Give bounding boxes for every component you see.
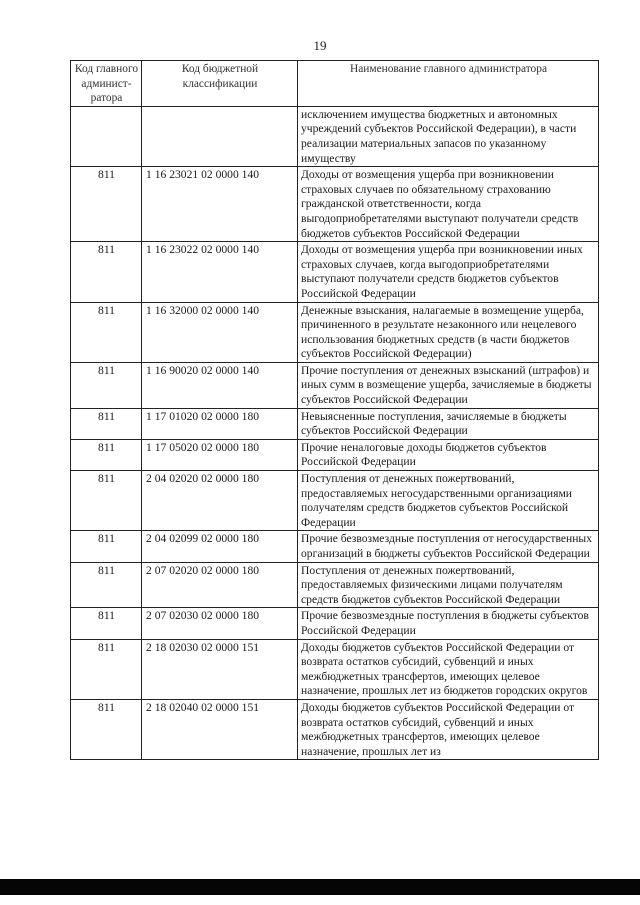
admin-name-cell: Поступления от денежных пожертвований, предоставляемых негосударственными организациями получателям средств бюджетов субъектов Российской Федерации [298,471,599,531]
budget-classification-table [70,60,599,760]
admin-name-cell: Прочие безвозмездные поступления в бюджеты субъектов Российской Федерации [298,608,599,639]
admin-name-cell: Доходы от возмещения ущерба при возникновении страховых случаев по обязательному страхованию гражданской ответственности, когда выгодоприобретателями выступают получатели средств бюджетов субъектов Российской Федерации [298,167,599,242]
admin-name-cell: исключением имущества бюджетных и автономных учреждений субъектов Российской Федерации), в части реализации материальных запасов по указанному имуществу [298,106,599,166]
admin-code-cell: 811 [71,408,142,439]
table-body [71,106,599,760]
table-row [71,608,599,639]
admin-name-cell: Невыясненные поступления, зачисляемые в бюджеты субъектов Российской Федерации [298,408,599,439]
budget-code-cell: 2 18 02030 02 0000 151 [142,639,298,699]
admin-name-cell: Доходы бюджетов субъектов Российской Федерации от возврата остатков субсидий, субвенций и иных межбюджетных трансфертов, имеющих целевое назначение, прошлых лет из бюджетов городских округов [298,639,599,699]
budget-code-cell: 2 18 02040 02 0000 151 [142,699,298,759]
header-admin-name: Наименование главного администратора [298,61,599,107]
table-header-row [71,61,599,107]
admin-name-cell: Доходы от возмещения ущерба при возникновении иных страховых случаев, когда выгодоприобретателями выступают получатели средств бюджетов субъектов Российской Федерации [298,242,599,302]
table-row [71,362,599,408]
admin-code-cell [71,106,142,166]
table-row [71,639,599,699]
table-row [71,408,599,439]
budget-code-cell: 1 16 23022 02 0000 140 [142,242,298,302]
header-admin-code: Код главного админист-ратора [71,61,142,107]
table-row [71,439,599,470]
admin-name-cell: Поступления от денежных пожертвований, предоставляемых физическими лицами получателям средств бюджетов субъектов Российской Федерации [298,562,599,608]
admin-code-cell: 811 [71,639,142,699]
budget-code-cell: 1 17 05020 02 0000 180 [142,439,298,470]
budget-code-cell [142,106,298,166]
budget-code-cell: 1 16 32000 02 0000 140 [142,302,298,362]
table-row [71,471,599,531]
admin-code-cell: 811 [71,699,142,759]
table-header [71,61,599,107]
admin-code-cell: 811 [71,562,142,608]
admin-code-cell: 811 [71,362,142,408]
budget-code-cell: 1 16 23021 02 0000 140 [142,167,298,242]
table-row [71,106,599,166]
admin-code-cell: 811 [71,531,142,562]
budget-code-cell: 2 04 02020 02 0000 180 [142,471,298,531]
table-row [71,302,599,362]
table-row [71,167,599,242]
admin-code-cell: 811 [71,608,142,639]
admin-code-cell: 811 [71,439,142,470]
table-row [71,531,599,562]
admin-name-cell: Прочие неналоговые доходы бюджетов субъектов Российской Федерации [298,439,599,470]
page-number: 19 [313,38,327,53]
budget-code-cell: 2 07 02030 02 0000 180 [142,608,298,639]
table-row [71,562,599,608]
admin-name-cell: Прочие поступления от денежных взысканий (штрафов) и иных сумм в возмещение ущерба, зачисляемые в бюджеты субъектов Российской Федерации [298,362,599,408]
table-row [71,242,599,302]
admin-code-cell: 811 [71,302,142,362]
budget-code-cell: 1 17 01020 02 0000 180 [142,408,298,439]
budget-code-cell: 2 04 02099 02 0000 180 [142,531,298,562]
admin-code-cell: 811 [71,471,142,531]
admin-code-cell: 811 [71,167,142,242]
admin-name-cell: Прочие безвозмездные поступления от негосударственных организаций в бюджеты субъектов Российской Федерации [298,531,599,562]
budget-code-cell: 1 16 90020 02 0000 140 [142,362,298,408]
admin-code-cell: 811 [71,242,142,302]
admin-name-cell: Денежные взыскания, налагаемые в возмещение ущерба, причиненного в результате незаконного или нецелевого использования бюджетных средств (в части бюджетов субъектов Российской Федерации) [298,302,599,362]
header-budget-code: Код бюджетной классификации [142,61,298,107]
table-row [71,699,599,759]
admin-name-cell: Доходы бюджетов субъектов Российской Федерации от возврата остатков субсидий, субвенций и иных межбюджетных трансфертов, имеющих целевое назначение, прошлых лет из [298,699,599,759]
scan-bottom-edge [0,879,640,895]
budget-code-cell: 2 07 02020 02 0000 180 [142,562,298,608]
